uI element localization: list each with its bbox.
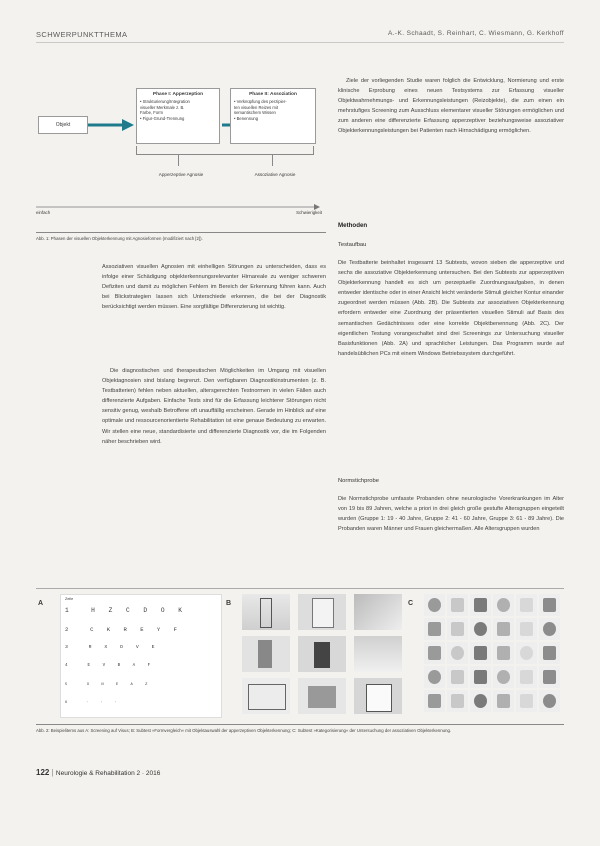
section-title: SCHWERPUNKTTHEMA (36, 30, 128, 39)
object-thumbnail (539, 594, 560, 616)
object-thumbnail (424, 666, 445, 688)
row-number: 6 (65, 701, 73, 705)
object-shape (474, 622, 487, 636)
phase-2-title: Phase II: Assoziation (249, 92, 297, 97)
object-shape (474, 646, 487, 660)
object-thumbnail (539, 690, 560, 712)
axis-left-label: einfach (36, 210, 51, 215)
grid-row (65, 645, 160, 650)
object-thumbnail (493, 642, 514, 664)
stimulus-image (242, 594, 290, 630)
object-shape (520, 646, 533, 660)
testaufbau-subheading: Testaufbau (338, 242, 367, 248)
object-thumbnail (539, 618, 560, 640)
object-shape (520, 670, 533, 684)
object-shape (428, 694, 441, 708)
testaufbau-paragraph: Die Testbatterie beinhaltet insgesamt 13 Subtests, wovon sieben die apperzeptive und sechs die assoziative Objekterkennung untersuchen. Bei den Subtests zur apperzeptiven Objekterkennung handelt es sich um perzeptuelle Zuordnungsaufgaben, in denen entweder identische oder in einer Ansicht leicht veränderte Stimuli gleicher Kontur einander zugeordnet werden müssen (Abb. 2B). Die Subtests zur assoziativen Objekterkennung erfordern entweder eine Zuordnung der präsentierten visuellen Stimuli auf Basis des semantischen Gedächtnisses oder eine korrekte Objektbenennung (Abb. 2C). Der eigentlichen Testung vorangeschaltet sind drei Screenings zur Untersuchung visueller Basisfunktionen (Abb. 2A) und sprachlicher Leistungen. Das Programm wurde auf handelsüblichen PCs mit einem Windows Betriebssystem durchgeführt. (338, 260, 564, 357)
grid-row (65, 664, 155, 668)
object-thumbnail (493, 690, 514, 712)
stimulus-image (354, 636, 402, 672)
phase-1-item: visueller Merkmale z. B. (140, 104, 185, 110)
normstichprobe-paragraph: Die Normstichprobe umfasste Probanden ohne neurologische Vorerkrankungen im Alter von 19 bis 89 Jahren, welche a priori in drei gleich große gestufte Altersgruppen eingeteilt wurden (Gruppe 1: 19 - 40 Jahre, Gruppe 2: 41 - 60 Jahre, Gruppe 3: 61 - 89 Jahre). Die Probanden waren Männer und Frauen gleichermaßen. Alle Altersgruppen wurden (338, 496, 564, 533)
object-thumbnail (493, 618, 514, 640)
object-shape (520, 598, 533, 612)
object-shape (497, 646, 510, 660)
phase-1-item: Farbe, Form (140, 110, 164, 116)
phase-1-title: Phase I: Apperzeption (152, 92, 204, 97)
object-thumbnail (424, 642, 445, 664)
object-thumbnail (493, 666, 514, 688)
object-thumbnail (516, 666, 537, 688)
object-label: Objekt (55, 122, 71, 128)
figure-1-caption: Abb. 1: Phasen der visuellen Objekterkennung mit Agnosieformen (modifiziert nach [2]). (36, 236, 203, 241)
object-thumbnail (516, 642, 537, 664)
object-thumbnail (424, 690, 445, 712)
figure-2-caption: Abb. 2: Beispielitems aus A: Screening auf Visus; B: Subtest »Formvergleich« mit Objektauswahl der apperzeptiven Objekterkennung; C: Subtest »Kategorisierung« der Untersuchung der assoziativen Objekterkennung. (36, 728, 452, 733)
grid-row (65, 701, 121, 705)
grid-row (65, 626, 182, 633)
row-number: 3 (65, 645, 73, 650)
phase-2-item: semantischem Wissen (234, 110, 276, 116)
object-thumbnail (539, 666, 560, 688)
object-shape (428, 622, 441, 636)
agnosia-apperceptive-label: Apperzeptive Agnosie (158, 172, 204, 177)
figure-2 (36, 592, 564, 718)
right-intro-paragraph: Ziele der vorliegenden Studie waren folglich die Entwicklung, Normierung und erste klinische Erprobung eines neuen Testsystems zur Erfassung visueller Objektwahrnehmungs- und Erkennungsleistungen (Reizobjekte), die zum einen ein mehrstufiges Screening zum Ausschluss elementarer visueller Störungen ermöglichen und zum anderen eine differenzierte Erfassung apperzeptiver beziehungsweise assoziativer Objekterkennungsleistungen bei Patienten nach Hirnschädigung ermöglichen. (338, 78, 564, 135)
phase-bracket (136, 146, 314, 155)
row-number: 4 (65, 664, 73, 668)
object-shape (543, 670, 556, 684)
footer: 122 | Neurologie & Rehabilitation 2 · 2016 (36, 768, 161, 777)
object-thumbnail (447, 594, 468, 616)
phase-1-item: • Strukturierung/Integration (140, 99, 190, 104)
object-shape (497, 694, 510, 708)
object-shape (474, 598, 487, 612)
object-thumbnail (470, 642, 491, 664)
phase-2-item: ten visuellen Reizes mit (234, 104, 278, 110)
grid-row (65, 607, 187, 614)
visus-grid-panel (60, 594, 222, 718)
object-shape (451, 646, 464, 660)
bracket-tick (178, 154, 179, 166)
figure-2-top-rule (36, 588, 564, 589)
phase-1-box (136, 88, 220, 144)
phase-2-item: • Benennung (234, 115, 259, 121)
object-shape (428, 670, 441, 684)
phase-2-box (230, 88, 316, 144)
stimulus-image (354, 594, 402, 630)
stimulus-image (242, 636, 290, 672)
agnosia-associative-label: Assoziative Agnosie (254, 172, 296, 177)
stimulus-image (298, 678, 346, 714)
object-thumbnail (470, 618, 491, 640)
figure-2-label-a: A (38, 600, 44, 607)
row-letters: X N E A Z (86, 683, 153, 687)
figure-1 (36, 80, 326, 240)
object-thumbnail (493, 594, 514, 616)
object-shape (543, 598, 556, 612)
object-thumbnail (516, 690, 537, 712)
object-shape (543, 622, 556, 636)
row-letters: · · · (86, 701, 122, 705)
grid-row (65, 683, 152, 687)
object-thumbnail (539, 642, 560, 664)
object-shape (520, 694, 533, 708)
header-rule (36, 42, 564, 43)
authors: A.-K. Schaadt, S. Reinhart, C. Wiesmann, G. Kerkhoff (387, 30, 564, 37)
object-thumbnail (447, 690, 468, 712)
object-thumbnail (447, 666, 468, 688)
row-letters: H Z C D O K (91, 607, 188, 614)
normstichprobe-subheading: Normstichprobe (338, 478, 379, 484)
object-thumbnail (424, 594, 445, 616)
object-thumbnail (424, 618, 445, 640)
object-shape (543, 694, 556, 708)
figure-2-label-c: C (408, 600, 414, 607)
bracket-tick (272, 154, 273, 166)
axis-right-label: Schwierigkeit (296, 210, 322, 215)
object-thumbnail (447, 618, 468, 640)
stimulus-image (298, 636, 346, 672)
row-number: 1 (65, 607, 74, 614)
object-shape (451, 670, 464, 684)
figure-2-bottom-rule (36, 724, 564, 725)
stimulus-image (354, 678, 402, 714)
object-shape (428, 646, 441, 660)
object-thumbnail (470, 666, 491, 688)
row-number: 2 (65, 626, 74, 633)
object-shape (497, 622, 510, 636)
object-shape (497, 598, 510, 612)
object-shape (428, 598, 441, 612)
left-paragraph: Die diagnostischen und therapeutischen Möglichkeiten im Umgang mit visuellen Objektagnosien sind bislang begrenzt. Den verfügbaren Diagnostikinstrumenten (z. B. Testbatterien) fehlen neben aktuellen, altersgerechten Testnormen in vielen Fällen auch differenzierte Aufgaben. Einfache Tests sind für die Erfassung leichterer Störungen nicht sensitiv genug, weshalb Betroffene oft unauffällig erscheinen. Gerade im Hinblick auf eine optimale und ressourcenorientierte Rehabilitation ist eine genaue Bedeutung zu erwarten. Wir stellen eine neue, standardisierte und differenzierte Diagnostik vor, die im Folgenden näher beschrieben wird. (102, 368, 326, 445)
form-comparison-panel (242, 594, 402, 716)
grid-header: Zeile (65, 597, 74, 601)
object-thumbnail (447, 642, 468, 664)
object-shape (474, 670, 487, 684)
object-thumbnail (516, 594, 537, 616)
object-shape (451, 622, 464, 636)
row-letters: E V B A F (87, 664, 156, 668)
page-number: 122 (36, 768, 50, 777)
object-shape (451, 598, 464, 612)
stimulus-image (242, 678, 290, 714)
object-thumbnail (470, 690, 491, 712)
phase-2-item: • Verknüpfung des perzipier- (234, 99, 287, 104)
methods-heading: Methoden (338, 222, 368, 229)
row-number: 5 (65, 683, 73, 687)
phase-1-item: • Figur-Grund-Trennung (140, 115, 185, 121)
object-thumbnail (516, 618, 537, 640)
arrow-1 (88, 118, 134, 128)
object-shape (543, 646, 556, 660)
object-thumbnail (470, 594, 491, 616)
object-shape (474, 694, 487, 708)
figure-2-label-b: B (226, 600, 232, 607)
object-shape (497, 670, 510, 684)
row-letters: R X D V E (88, 645, 160, 650)
left-paragraph: Assoziativen visuellen Agnosien mit einhelligen Störungen zu unterscheiden, dass es infolge einer Schädigung objekterkennungsrelevanter Hirnareale zu weniger schweren Defiziten und damit zu möglichen Fehlern im Bereich der Erkennung führen kann. Auch bei Blickstrategien lassen sich Unterschiede erkennen, die bei der Diagnostik berücksichtigt werden müssen. Eine sorgfältige Differenzierung ist wichtig. (102, 264, 326, 311)
row-letters: C K R E Y F (90, 626, 183, 633)
difficulty-axis (36, 198, 320, 206)
object-box (38, 116, 88, 134)
object-shape (451, 694, 464, 708)
journal-name: Neurologie & Rehabilitation 2 · 2016 (55, 770, 161, 777)
figure-1-rule (36, 232, 326, 233)
categorization-panel (424, 594, 564, 716)
stimulus-image (298, 594, 346, 630)
object-shape (520, 622, 533, 636)
